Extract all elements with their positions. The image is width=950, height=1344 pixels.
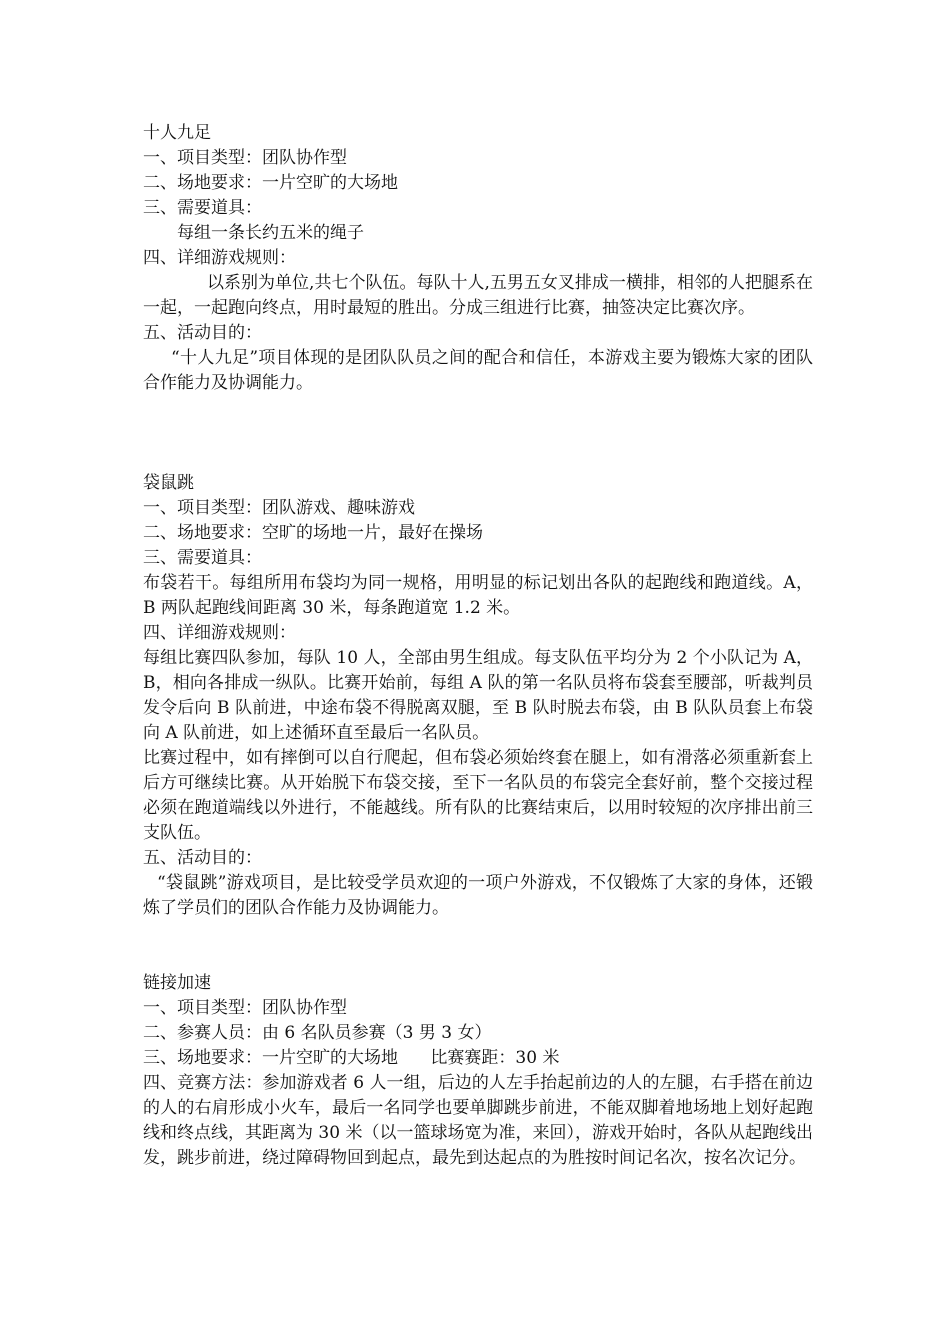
venue-requirement: 二、场地要求：空旷的场地一片，最好在操场 — [143, 523, 483, 543]
purpose-heading: 五、活动目的： — [143, 323, 262, 343]
props-text: 每组一条长约五米的绳子 — [177, 223, 364, 243]
competition-method: 四、竞赛方法：参加游戏者 6 人一组，后边的人左手抬起前边的人的左腿，右手搭在前边的人的右肩形成小火车，最后一名同学也要单脚跳步前进，不能双脚着地场地上划好起跑线和终点线，其距离为 30 米（以一篮球场宽为准，来回），游戏开始时，各队从起跑线出发，跳步前进，绕过障碍物回到起点，最先到达起点的为胜按时间记名次，按名次记分。 — [143, 1073, 813, 1168]
section-title: 十人九足 — [143, 123, 211, 143]
props-heading: 三、需要道具： — [143, 548, 262, 568]
rules-text: 每组比赛四队参加，每队 10 人，全部由男生组成。每支队伍平均分为 2 个小队记为 A，B，相向各排成一纵队。比赛开始前，每组 A 队的第一名队员将布袋套至腰部，听裁判员发令后向 B 队前进，中途布袋不得脱离双腿，至 B 队时脱去布袋，由 B 队队员套上布袋向 A 队前进，如上述循环直至最后一名队员。 — [143, 648, 813, 743]
rules-heading: 四、详细游戏规则： — [143, 248, 296, 268]
rules-heading: 四、详细游戏规则： — [143, 623, 296, 643]
section-spacer — [143, 921, 813, 971]
item-type: 一、项目类型：团队游戏、趣味游戏 — [143, 498, 415, 518]
section-spacer — [143, 396, 813, 471]
props-text: 布袋若干。每组所用布袋均为同一规格，用明显的标记划出各队的起跑线和跑道线。A，B 两队起跑线间距离 30 米，每条跑道宽 1.2 米。 — [143, 573, 813, 618]
item-type: 一、项目类型：团队协作型 — [143, 148, 347, 168]
purpose-heading: 五、活动目的： — [143, 848, 262, 868]
purpose-text: “十人九足”项目体现的是团队队员之间的配合和信任，本游戏主要为锻炼大家的团队合作能力及协调能力。 — [143, 348, 813, 393]
rules-text-continued: 比赛过程中，如有摔倒可以自行爬起，但布袋必须始终套在腿上，如有滑落必须重新套上后方可继续比赛。从开始脱下布袋交接，至下一名队员的布袋完全套好前，整个交接过程必须在跑道端线以外进行，不能越线。所有队的比赛结束后，以用时较短的次序排出前三支队伍。 — [143, 748, 813, 843]
purpose-text: “袋鼠跳”游戏项目，是比较受学员欢迎的一项户外游戏，不仅锻炼了大家的身体，还锻炼了学员们的团队合作能力及协调能力。 — [143, 873, 813, 918]
rules-text: 以系别为单位,共七个队伍。每队十人,五男五女叉排成一横排，相邻的人把腿系在一起，一起跑向终点，用时最短的胜出。分成三组进行比赛，抽签决定比赛次序。 — [143, 273, 813, 318]
section-title: 袋鼠跳 — [143, 473, 194, 493]
props-heading: 三、需要道具： — [143, 198, 262, 218]
item-type: 一、项目类型：团队协作型 — [143, 998, 347, 1018]
venue-and-distance: 三、场地要求：一片空旷的大场地 比赛赛距：30 米 — [143, 1048, 560, 1068]
document-body — [143, 121, 813, 1171]
section-title: 链接加速 — [143, 973, 211, 993]
venue-requirement: 二、场地要求：一片空旷的大场地 — [143, 173, 398, 193]
participants: 二、参赛人员：由 6 名队员参赛（3 男 3 女） — [143, 1023, 492, 1043]
